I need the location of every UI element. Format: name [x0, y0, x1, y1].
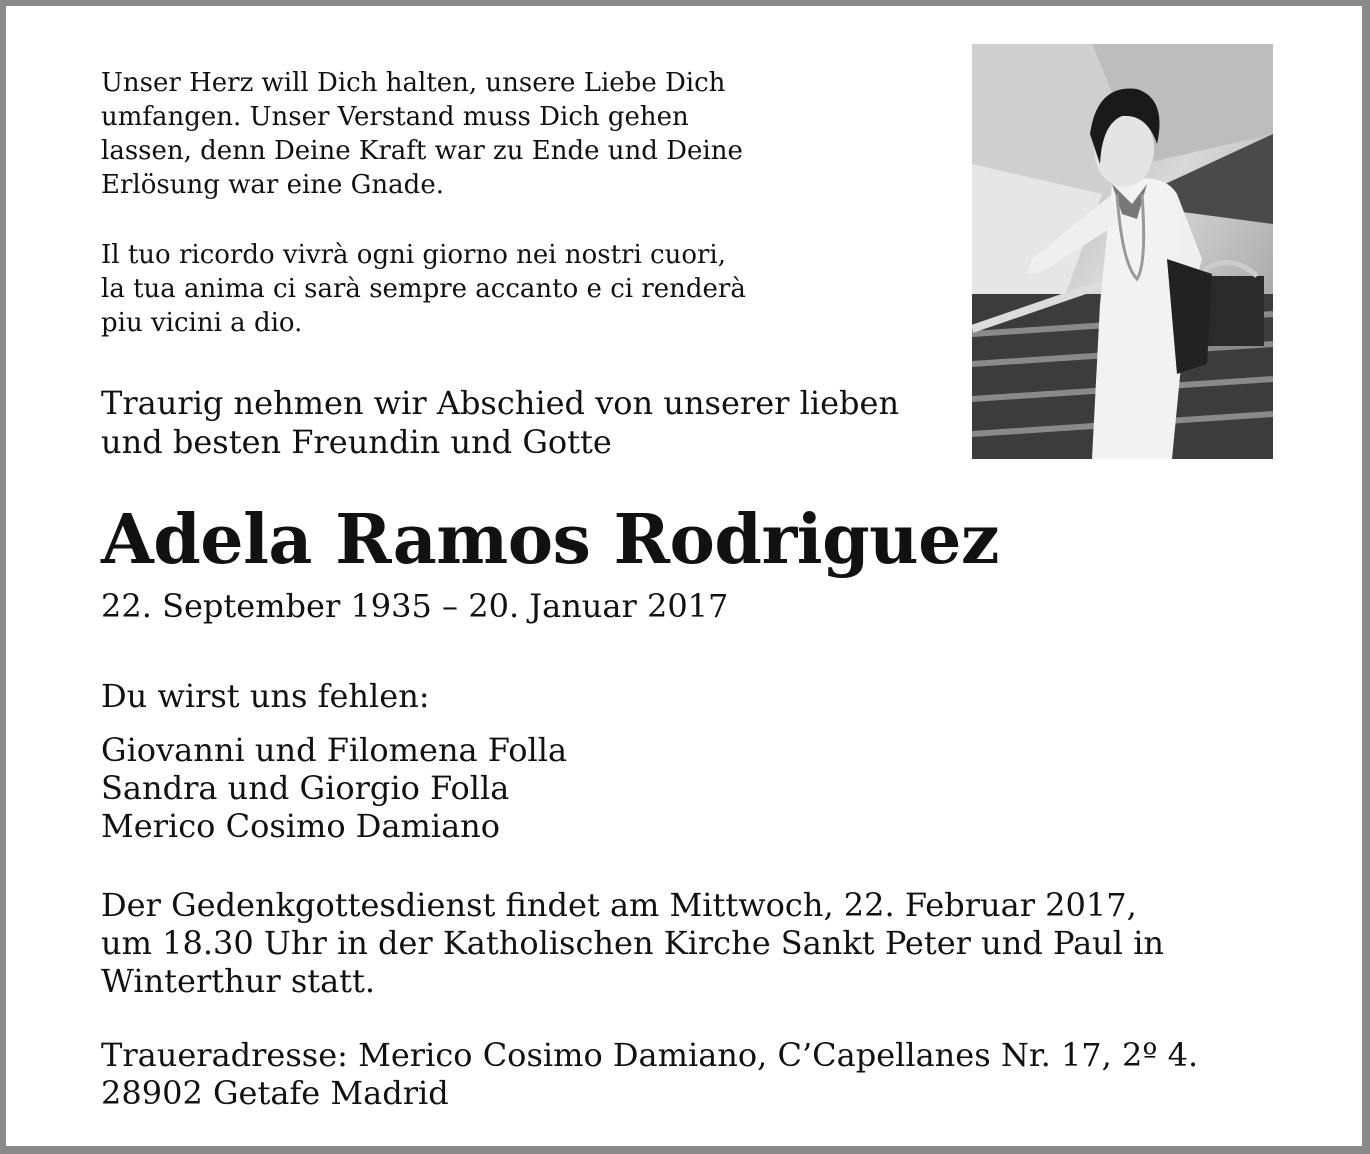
memorial-service-line: um 18.30 Uhr in der Katholischen Kirche Sankt Peter und Paul in: [101, 924, 1165, 962]
farewell-intro-line: und besten Freundin und Gotte: [101, 423, 612, 461]
memorial-service-info: [101, 886, 1251, 1000]
missing-label: Du wirst uns fehlen:: [101, 677, 430, 715]
memorial-service-line: Winterthur statt.: [101, 962, 376, 1000]
poem-german-line: umfangen. Unser Verstand muss Dich gehen: [101, 102, 689, 132]
poem-german-line: lassen, denn Deine Kraft war zu Ende und Deine: [101, 136, 743, 166]
mourning-address: [101, 1036, 1251, 1112]
mourning-address-line: Traueradresse: Merico Cosimo Damiano, C’Capellanes Nr. 17, 2º 4.: [101, 1036, 1199, 1074]
poem-italian: [101, 238, 806, 340]
poem-german-line: Unser Herz will Dich halten, unsere Liebe Dich: [101, 68, 726, 98]
farewell-intro: [101, 384, 961, 462]
poem-german-line: Erlösung war eine Gnade.: [101, 170, 444, 200]
poem-italian-line: piu vicini a dio.: [101, 308, 303, 338]
mourning-address-line: 28902 Getafe Madrid: [101, 1074, 449, 1112]
poem-italian-line: Il tuo ricordo vivrà ogni giorno nei nostri cuori,: [101, 240, 727, 270]
poem-german: [101, 66, 806, 202]
portrait-photo: [972, 44, 1273, 459]
memorial-service-line: Der Gedenkgottesdienst findet am Mittwoch, 22. Februar 2017,: [101, 886, 1137, 924]
portrait-photo-illustration: [972, 44, 1273, 459]
farewell-intro-line: Traurig nehmen wir Abschied von unserer lieben: [101, 384, 900, 422]
deceased-name: Adela Ramos Rodriguez: [101, 500, 999, 580]
mourner-item: Sandra und Giorgio Folla: [101, 769, 510, 807]
mourner-item: Merico Cosimo Damiano: [101, 807, 501, 845]
mourner-item: Giovanni und Filomena Folla: [101, 731, 568, 769]
life-dates: 22. September 1935 – 20. Januar 2017: [101, 587, 729, 625]
mourners-list: [101, 731, 567, 845]
poem-italian-line: la tua anima ci sarà sempre accanto e ci renderà: [101, 274, 746, 304]
